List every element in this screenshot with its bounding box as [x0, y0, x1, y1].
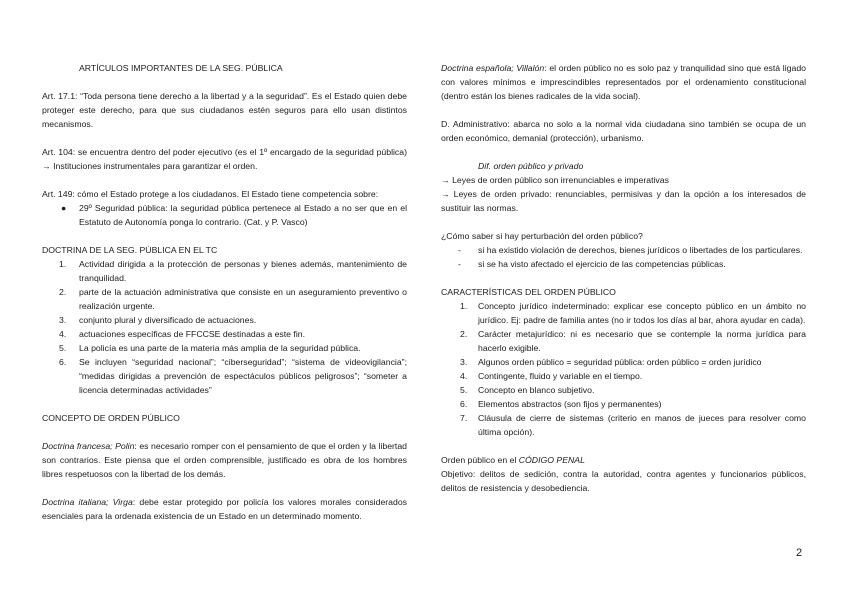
list-marker: -	[458, 245, 461, 255]
list-marker: 3.	[460, 357, 468, 367]
perturbacion-heading: ¿Cómo saber si hay perturbación del orden público?	[441, 231, 643, 241]
list-item-text: Concepto en blanco subjetivo.	[478, 385, 595, 395]
list-item-text: conjunto plural y diversificado de actuaciones.	[79, 315, 257, 325]
list-marker: 7.	[460, 413, 468, 423]
list-item	[441, 299, 806, 327]
list-item-text: si ha existido violación de derechos, bienes jurídicos o libertades de los particulares.	[478, 245, 803, 255]
list-item	[42, 285, 407, 313]
doctrina-italiana-text: : debe estar protegido por policía los valores morales considerados esenciales para la ordenada existencia de un Estado en un determinado momento.	[42, 497, 408, 521]
list-item	[42, 327, 407, 341]
codigo-penal-objetivo: Objetivo: delitos de sedición, contra la autoridad, contra agentes y funcionarios públicos, delitos de resistencia y desobediencia.	[441, 469, 806, 493]
list-item	[441, 355, 806, 369]
left-column	[42, 61, 407, 523]
leyes-orden-privado: → Leyes de orden privado: renunciables, permisivas y dan la opción a los interesados de sustituir las normas.	[441, 189, 806, 213]
caracteristicas-list	[441, 299, 806, 439]
list-marker: 5.	[59, 343, 67, 353]
list-item-text: Actividad dirigida a la protección de personas y bienes además, mantenimiento de tranquilidad.	[79, 259, 407, 283]
list-item	[42, 355, 407, 397]
caracteristicas-heading: CARACTERÍSTICAS DEL ORDEN PÚBLICO	[441, 287, 616, 297]
doctrina-francesa-text: : es necesario romper con el pensamiento de que el orden y la libertad son contrarios. Este piensa que el orden comprensible, justificado es obra de los hombres libres respetuosos con la libertad de los demás.	[42, 441, 408, 479]
codigo-penal-heading-prefix: Orden público en el	[441, 455, 519, 465]
list-item	[441, 369, 806, 383]
doctrina-francesa-paragraph	[42, 439, 407, 481]
list-item-text: actuaciones específicas de FFCCSE destinadas a este fin.	[79, 329, 305, 339]
doctrina-espanola-paragraph	[441, 61, 806, 103]
doctrina-francesa-label: Doctrina francesa; Polin	[42, 441, 135, 451]
list-marker: 6.	[460, 399, 468, 409]
derecho-administrativo-paragraph: D. Administrativo: abarca no solo a la normal vida ciudadana sino también se ocupa de un orden económico, demanial (protección), urbanismo.	[441, 119, 806, 143]
leyes-orden-publico: → Leyes de orden público son irrenunciables e imperativas	[441, 175, 669, 185]
art-149-paragraph: Art. 149: cómo el Estado protege a los ciudadanos. El Estado tiene competencia sobre:	[42, 189, 379, 199]
list-item	[441, 383, 806, 397]
list-item	[441, 257, 806, 271]
bullet-marker: ●	[61, 203, 67, 213]
doctrina-italiana-label: Doctrina italiana; Virga	[42, 497, 133, 507]
list-item	[441, 411, 806, 439]
page-number: 2	[796, 547, 803, 559]
concepto-orden-publico-heading: CONCEPTO DE ORDEN PÚBLICO	[42, 413, 180, 423]
list-item-text: Se incluyen “seguridad nacional”; “ciberseguridad”; “sistema de videovigilancia”; “medidas dirigidas a prevención de espectáculos públicos peligrosos”; “someter a licencia determinadas actividades”	[79, 357, 407, 395]
list-item-text: La policía es una parte de la materia más amplia de la seguridad pública.	[79, 343, 361, 353]
list-item	[42, 341, 407, 355]
list-marker: 6.	[59, 357, 67, 367]
list-item-text: Concepto jurídico indeterminado: explicar ese concepto público en un ámbito no jurídico. Ej: padre de familia antes (no ir todos los días al bar, ahora ayudar en cada).	[478, 301, 806, 325]
list-item-text: parte de la actuación administrativa que consiste en un aseguramiento preventivo o realización urgente.	[79, 287, 407, 311]
list-item-text: Elementos abstractos (son fijos y permanentes)	[478, 399, 662, 409]
right-column	[441, 61, 806, 495]
list-item-text: Contingente, fluido y variable en el tiempo.	[478, 371, 643, 381]
codigo-penal-heading-italic: CÓDIGO PENAL	[518, 455, 585, 465]
list-marker: 2.	[460, 329, 468, 339]
art-149-bullets	[42, 201, 407, 229]
doctrina-espanola-label: Doctrina española; Villalón	[441, 63, 545, 73]
dif-orden-heading-text: Dif. orden público y privado	[478, 161, 584, 171]
list-marker: 4.	[460, 371, 468, 381]
doctrina-italiana-paragraph	[42, 495, 407, 523]
doctrina-tc-heading: DOCTRINA DE LA SEG. PÚBLICA EN EL TC	[42, 245, 218, 255]
dif-orden-heading	[441, 159, 806, 173]
list-item	[42, 201, 407, 229]
doctrina-espanola-text: : el orden público no es solo paz y tranquilidad sino que está ligado con valores mínimos e imprescindibles representados por el ordenamiento constitucional (dentro están los bienes radicales de la vida social).	[441, 63, 806, 101]
list-marker: 1.	[460, 301, 468, 311]
bullet-text: 29º Seguridad pública: la seguridad pública pertenece al Estado a no ser que en el Estatuto de Autonomía ponga lo contrario. (Cat. y P. Vasco)	[79, 203, 407, 227]
list-item-text: Cláusula de cierre de sistemas (criterio en manos de jueces para resolver como última opción).	[478, 413, 806, 437]
list-item	[42, 257, 407, 285]
list-item-text: si se ha visto afectado el ejercicio de las competencias públicas.	[478, 259, 726, 269]
list-item	[441, 243, 806, 257]
list-marker: -	[458, 259, 461, 269]
section-title-articulos: ARTÍCULOS IMPORTANTES DE LA SEG. PÚBLICA	[79, 63, 283, 73]
list-item	[441, 327, 806, 355]
art-17-paragraph: Art. 17.1: “Toda persona tiene derecho a la libertad y a la seguridad”. Es el Estado quien debe proteger este derecho, para que sus ciudadanos estén seguros para ello usan distintos mecanismos.	[42, 91, 407, 129]
codigo-penal-heading	[441, 453, 806, 467]
list-marker: 1.	[59, 259, 67, 269]
list-marker: 5.	[460, 385, 468, 395]
list-item-text: Carácter metajurídico: ni es necesario que se contemple la norma jurídica para hacerlo exigible.	[478, 329, 806, 353]
list-item	[441, 397, 806, 411]
list-marker: 2.	[59, 287, 67, 297]
list-item	[42, 313, 407, 327]
perturbacion-list	[441, 243, 806, 271]
list-marker: 4.	[59, 329, 67, 339]
doctrina-tc-list	[42, 257, 407, 397]
list-item-text: Algunos orden público = seguridad pública: orden público = orden jurídico	[478, 357, 762, 367]
list-marker: 3.	[59, 315, 67, 325]
art-104-paragraph: Art. 104: se encuentra dentro del poder ejecutivo (es el 1º encargado de la seguridad pública) → Instituciones instrumentales para garantizar el orden.	[42, 147, 407, 171]
